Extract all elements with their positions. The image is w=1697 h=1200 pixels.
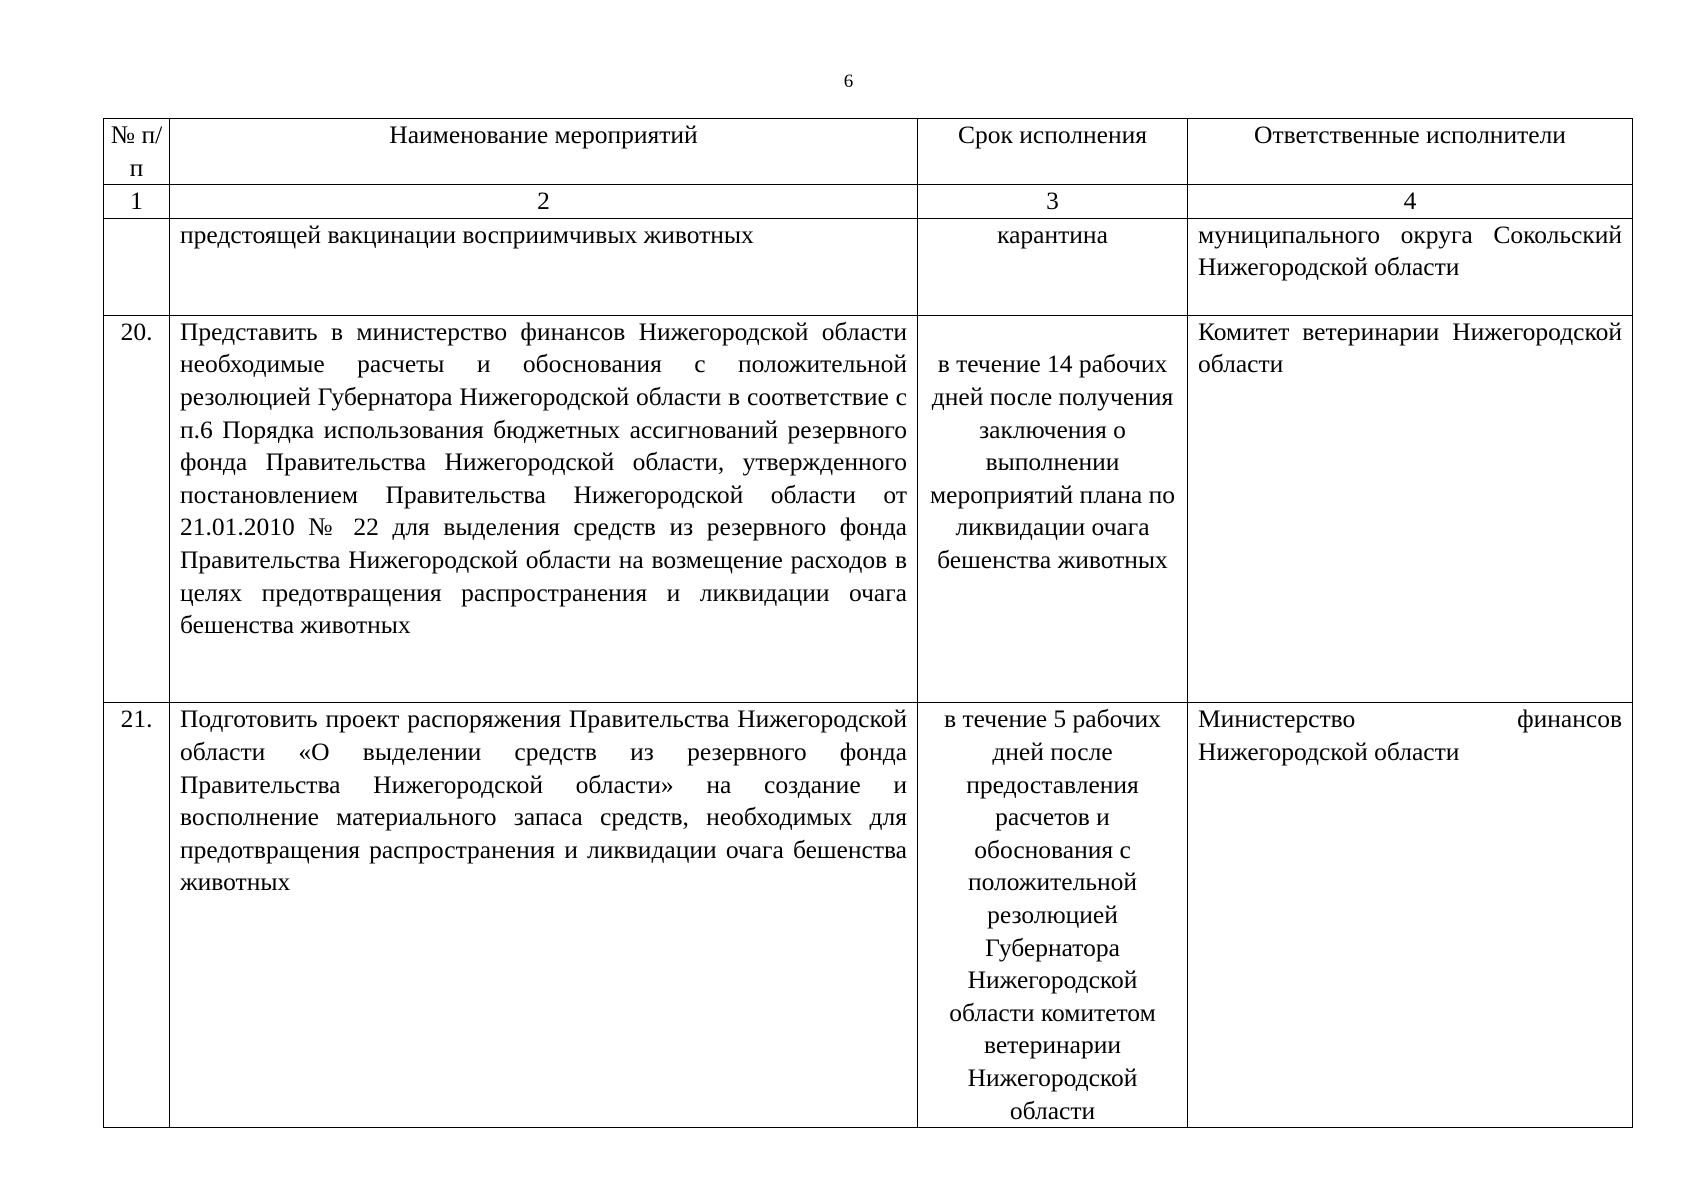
column-numbers-row xyxy=(104,185,1633,219)
table-row xyxy=(104,315,1633,703)
header-event-name: Наименование мероприятий xyxy=(170,119,918,185)
column-number: 1 xyxy=(104,185,170,219)
row-responsible: Комитет ветеринарии Нижегородской области xyxy=(1188,315,1633,703)
header-number: № п/п xyxy=(104,119,170,185)
table-row xyxy=(104,218,1633,315)
row-number xyxy=(104,218,170,315)
row-event: Представить в министерство финансов Нижегородской области необходимые расчеты и обоснования с положительной резолюцией Губернатора Нижегородской области в соответствие с п.6 Порядка использования бюджетных ассигнований резервного фонда Правительства Нижегородской области, утвержденного постановлением Правительства Нижегородской области от 21.01.2010 № 22 для выделения средств из резервного фонда Правительства Нижегородской области на возмещение расходов в целях предотвращения распространения и ликвидации очага бешенства животных xyxy=(170,315,918,703)
column-number: 3 xyxy=(918,185,1188,219)
measures-table xyxy=(103,118,1633,1128)
row-event: Подготовить проект распоряжения Правительства Нижегородской области «О выделении средств из резервного фонда Правительства Нижегородской области» на создание и восполнение материального запаса средств, необходимых для предотвращения распространения и ликвидации очага бешенства животных xyxy=(170,703,918,1128)
row-deadline: в течение 14 рабочих дней после получения заключения о выполнении мероприятий плана по ликвидации очага бешенства животных xyxy=(918,315,1188,703)
row-event: предстоящей вакцинации восприимчивых животных xyxy=(170,218,918,315)
row-deadline: карантина xyxy=(918,218,1188,315)
column-number: 2 xyxy=(170,185,918,219)
table-row xyxy=(104,703,1633,1128)
row-number: 20. xyxy=(104,315,170,703)
row-deadline: в течение 5 рабочих дней после предоставления расчетов и обоснования с положительной резолюцией Губернатора Нижегородской области комитетом ветеринарии Нижегородской области xyxy=(918,703,1188,1128)
row-number: 21. xyxy=(104,703,170,1128)
column-number: 4 xyxy=(1188,185,1633,219)
row-responsible: муниципального округа Сокольский Нижегородской области xyxy=(1188,218,1633,315)
table-header-row xyxy=(104,119,1633,185)
header-deadline: Срок исполнения xyxy=(918,119,1188,185)
row-responsible: Министерство финансов Нижегородской области xyxy=(1188,703,1633,1128)
page-number: 6 xyxy=(843,71,854,92)
header-responsible: Ответственные исполнители xyxy=(1188,119,1633,185)
